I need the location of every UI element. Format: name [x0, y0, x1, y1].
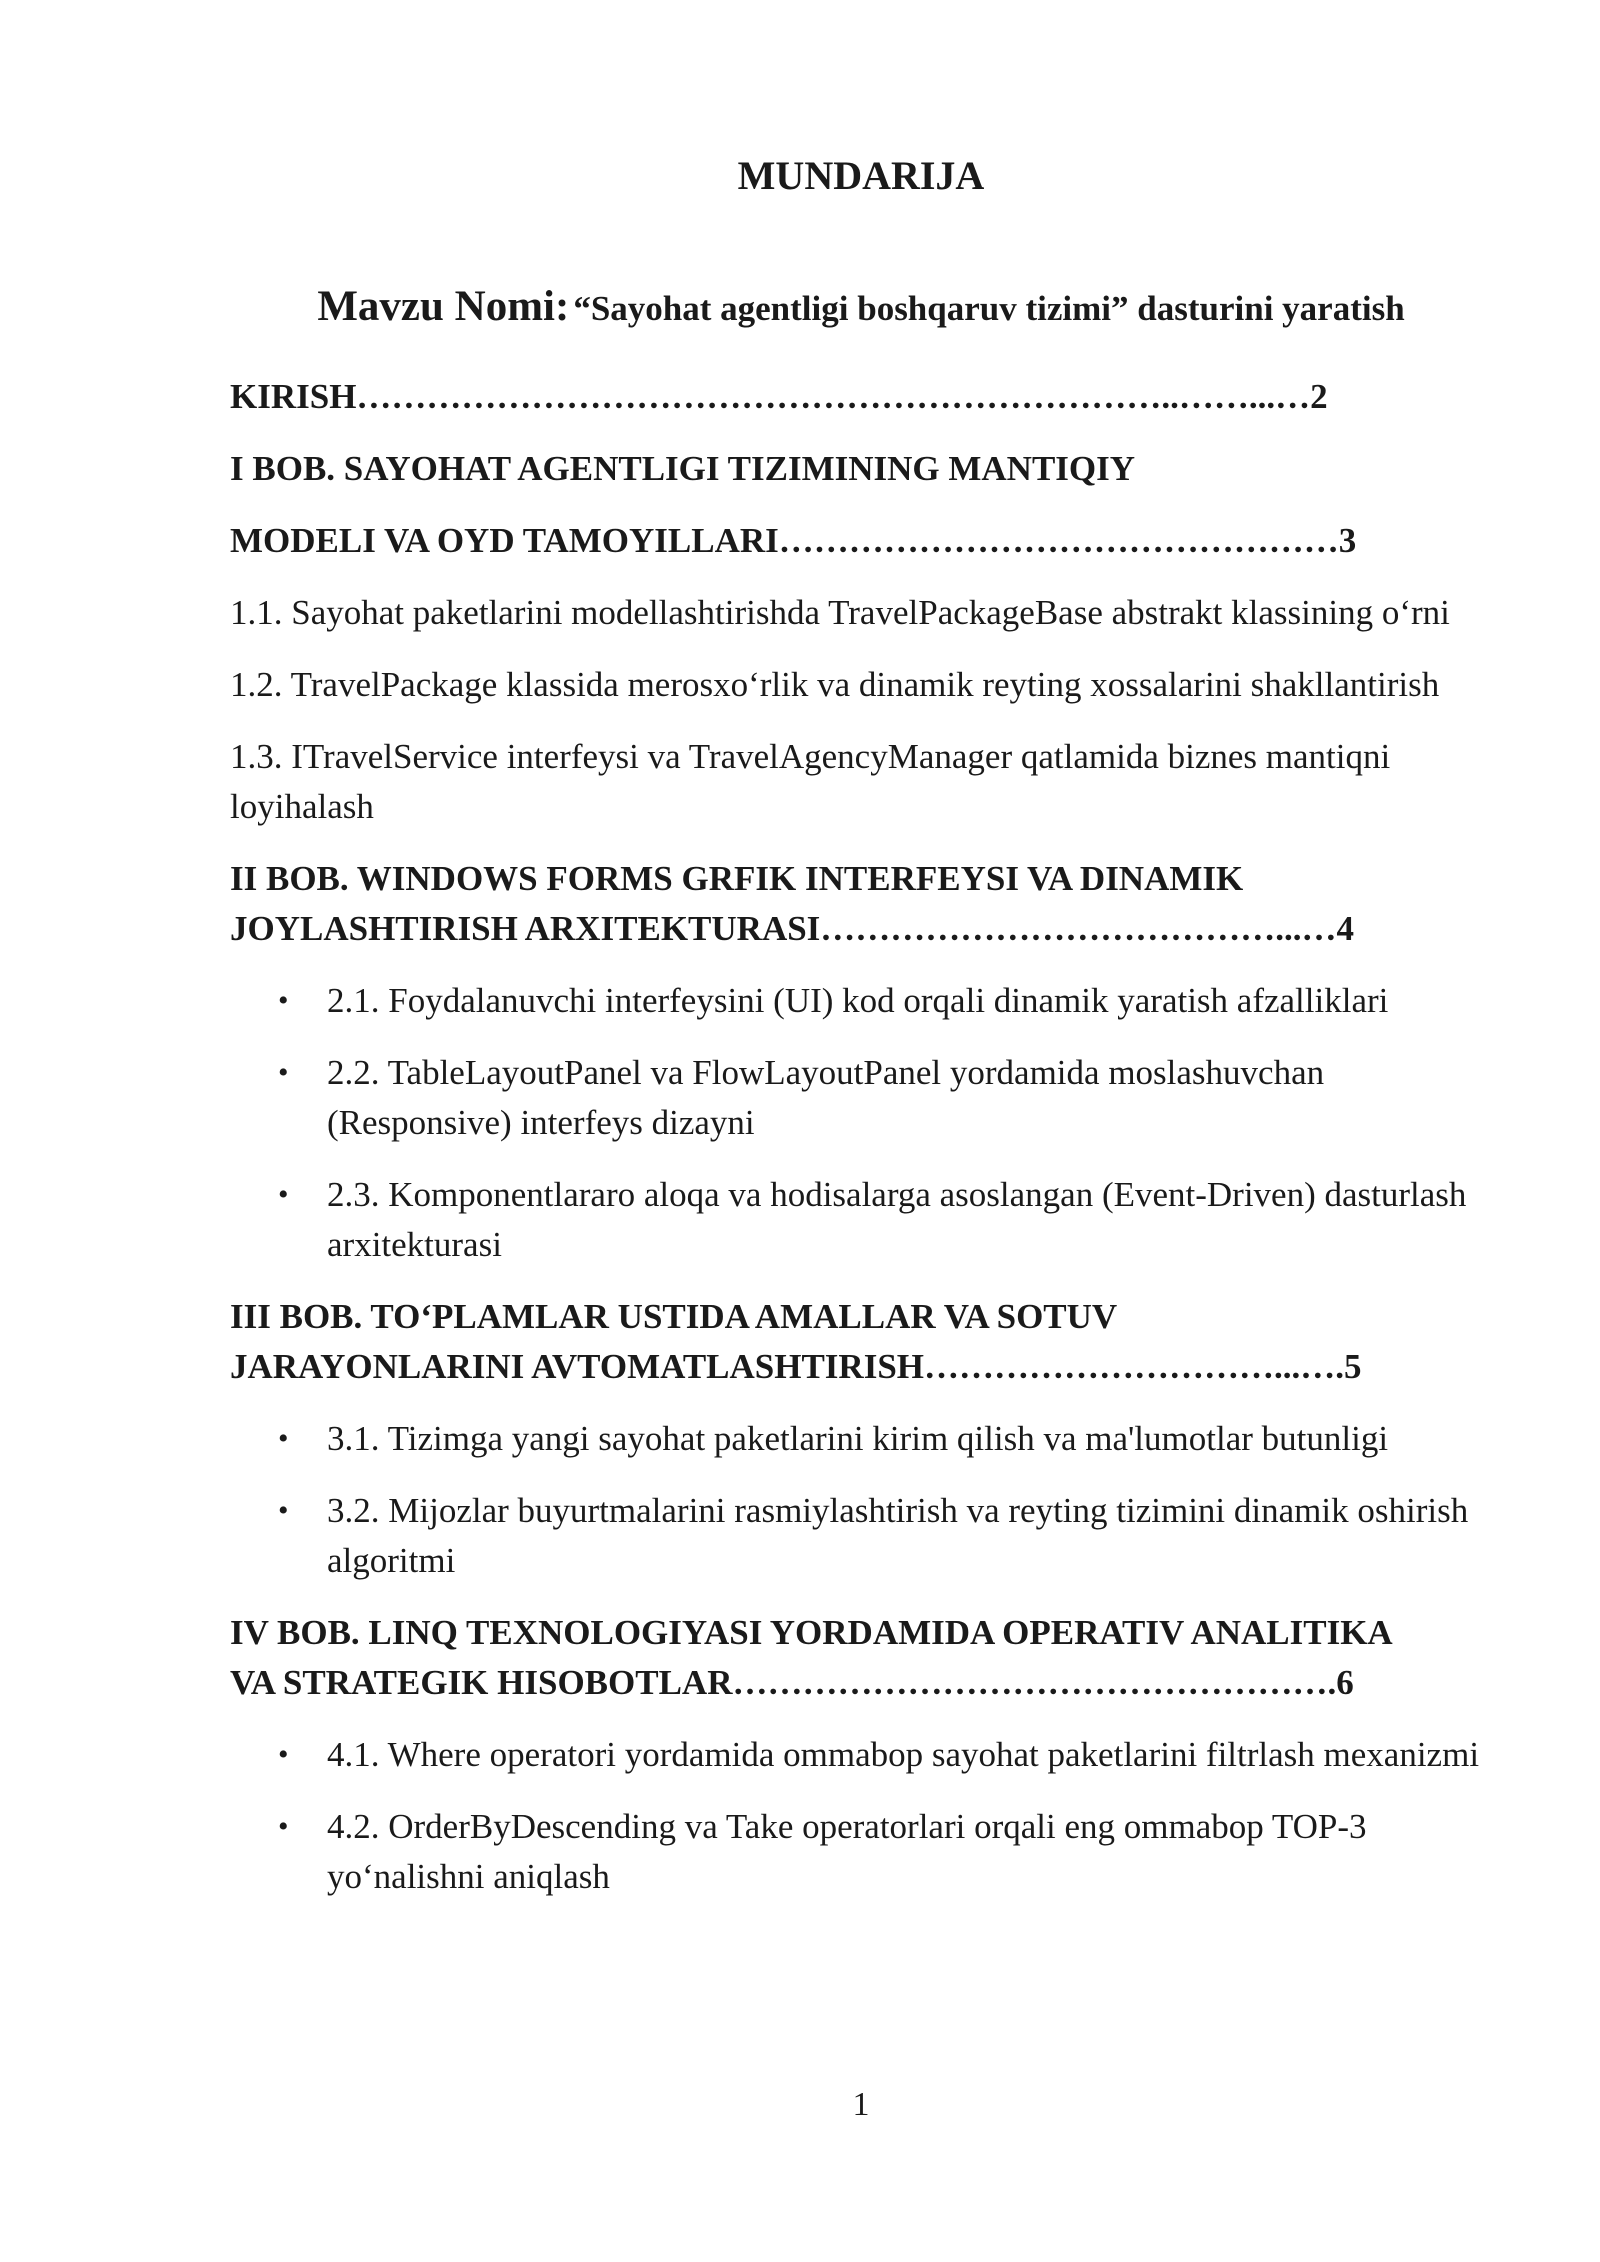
table-of-contents [230, 372, 1492, 1924]
toc-section-2-1-text: 2.1. Foydalanuvchi interfeysini (UI) kod orqali dinamik yaratish afzalliklari [327, 981, 1389, 1020]
toc-chapter-4 [230, 1608, 1492, 1708]
toc-chapter-4-line-1: IV BOB. LINQ TEXNOLOGIYASI YORDAMIDA OPERATIV ANALITIKA [230, 1613, 1393, 1652]
toc-entry-kirish [230, 372, 1492, 422]
toc-chapter-3 [230, 1292, 1492, 1392]
document-page [230, 0, 1492, 2262]
toc-chapter-2-line-1: II BOB. WINDOWS FORMS GRFIK INTERFEYSI VA DINAMIK [230, 859, 1244, 898]
toc-section-2-2-text: 2.2. TableLayoutPanel va FlowLayoutPanel yordamida moslashuvchan (Responsive) interfeys dizayni [327, 1053, 1325, 1142]
bullet-dot-icon: • [278, 1494, 289, 1527]
subject-line [230, 282, 1492, 331]
toc-chapter-1-line-2 [230, 516, 1492, 566]
subject-label: Mavzu Nomi: [317, 283, 570, 330]
bullet-dot-icon: • [278, 1178, 289, 1211]
toc-chapter-2 [230, 854, 1492, 954]
toc-section-2-3-text: 2.3. Komponentlararo aloqa va hodisalarga asoslangan (Event-Driven) dasturlash arxitekturasi [327, 1175, 1467, 1264]
toc-chapter-3-line-2: JARAYONLARINI AVTOMATLASHTIRISH…………………………...….5 [230, 1347, 1362, 1386]
page-number: 1 [852, 2086, 870, 2123]
toc-chapter-4-line-2: VA STRATEGIK HISOBOTLAR…………………………………………….6 [230, 1663, 1354, 1702]
toc-section-1-2: 1.2. TravelPackage klassida merosxo‘rlik va dinamik reyting xossalarini shakllantirish [230, 665, 1440, 704]
toc-section-1-3: 1.3. ITravelService interfeysi va TravelAgencyManager qatlamida biznes mantiqni loyihalash [230, 737, 1391, 826]
bullet-dot-icon: • [278, 1738, 289, 1771]
toc-chapter-3-line-1: III BOB. TO‘PLAMLAR USTIDA AMALLAR VA SOTUV [230, 1297, 1118, 1336]
toc-entry-kirish-text: KIRISH……………………………………………………………..……...…2 [230, 377, 1328, 416]
toc-section-4-1 [230, 1730, 1492, 1780]
document-title: MUNDARIJA [737, 153, 985, 198]
toc-section-4-1-text: 4.1. Where operatori yordamida ommabop sayohat paketlarini filtrlash mexanizmi [327, 1735, 1480, 1774]
toc-chapter-2-line-2: JOYLASHTIRISH ARXITEKTURASI…………………………………...…4 [230, 909, 1355, 948]
toc-section-2-2 [230, 1048, 1492, 1148]
toc-section-3-2 [230, 1486, 1492, 1586]
toc-section-2-3 [230, 1170, 1492, 1270]
toc-chapter-1-line-1: I BOB. SAYOHAT AGENTLIGI TIZIMINING MANTIQIY [230, 449, 1136, 488]
toc-section-2-1 [230, 976, 1492, 1026]
bullet-dot-icon: • [278, 1810, 289, 1843]
bullet-dot-icon: • [278, 984, 289, 1017]
subject-value: “Sayohat agentligi boshqaruv tizimi” dasturini yaratish [573, 289, 1405, 328]
toc-section-3-1-text: 3.1. Tizimga yangi sayohat paketlarini kirim qilish va ma'lumotlar butunligi [327, 1419, 1389, 1458]
toc-section-4-2-text: 4.2. OrderByDescending va Take operatorlari orqali eng ommabop TOP-3 yo‘nalishni aniqlash [327, 1807, 1367, 1896]
toc-section-1-1: 1.1. Sayohat paketlarini modellashtirishda TravelPackageBase abstrakt klassining o‘rni [230, 593, 1450, 632]
bullet-dot-icon: • [278, 1422, 289, 1455]
toc-section-3-1 [230, 1414, 1492, 1464]
toc-chapter-1-line-2-text: MODELI VA OYD TAMOYILLARI…………………………………………3 [230, 521, 1357, 560]
bullet-dot-icon: • [278, 1056, 289, 1089]
toc-section-4-2 [230, 1802, 1492, 1902]
toc-section-3-2-text: 3.2. Mijozlar buyurtmalarini rasmiylashtirish va reyting tizimini dinamik oshirish algoritmi [327, 1491, 1469, 1580]
